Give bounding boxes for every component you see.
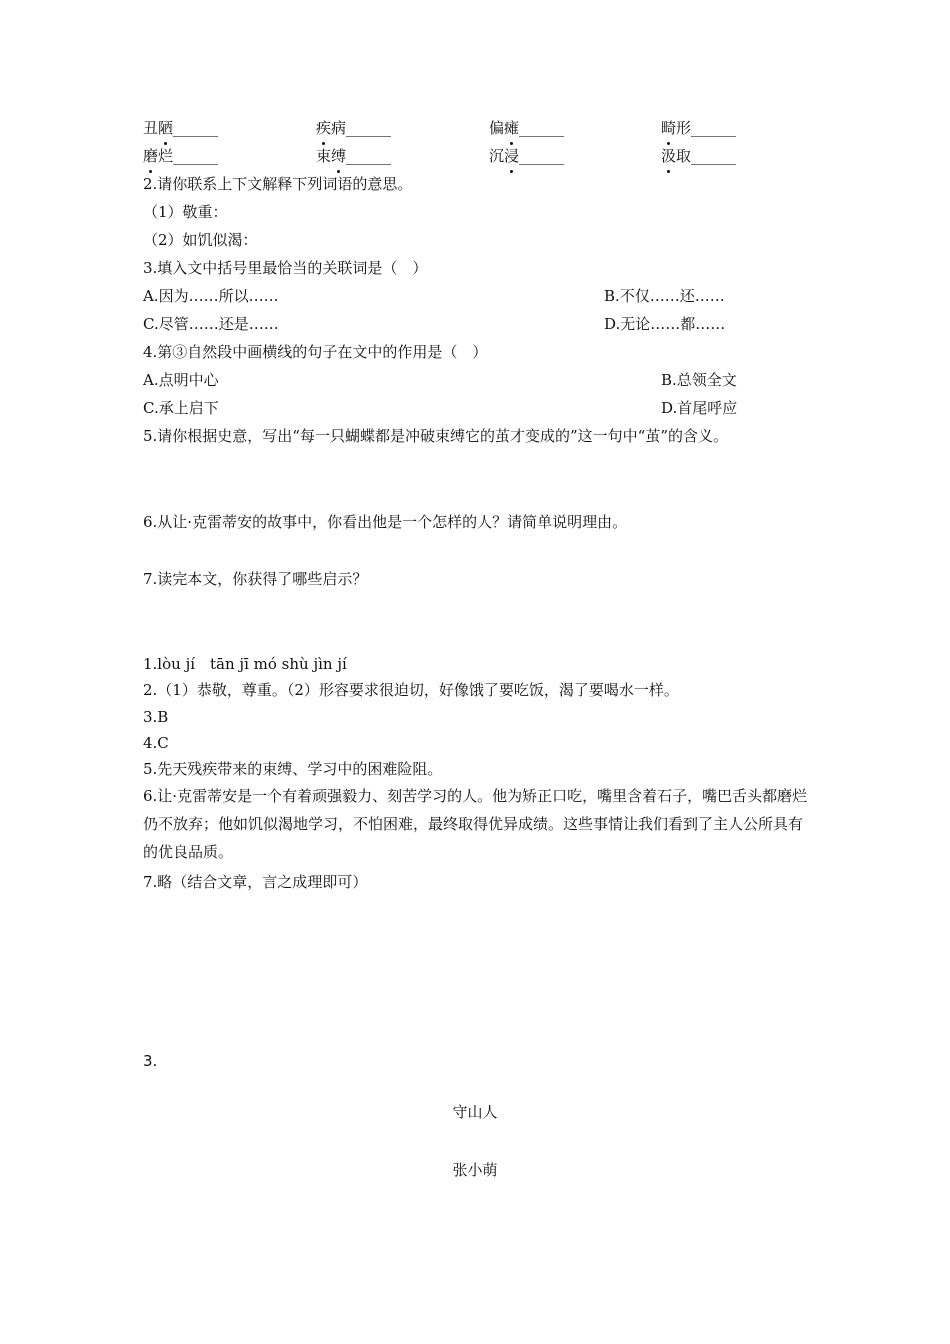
question-3: 3.填入文中括号里最恰当的关联词是（ ）: [143, 259, 428, 277]
question-4: 4.第③自然段中画横线的句子在文中的作用是（ ）: [143, 343, 488, 361]
question-3-option-a: A.因为……所以……: [143, 287, 279, 305]
vocab-item: 汲取______: [661, 147, 737, 165]
article-author: 张小萌: [452, 1161, 498, 1179]
question-2: 2.请你联系上下文解释下列词语的意思。: [143, 175, 413, 193]
question-6: 6.从让·克雷蒂安的故事中，你看出他是一个怎样的人？请简单说明理由。: [143, 513, 628, 531]
question-5: 5.请你根据史意，写出“每一只蝴蝶都是冲破束缚它的茧才变成的”这一句中“茧”的含义。: [143, 427, 728, 445]
question-3-option-d: D.无论……都……: [604, 315, 726, 333]
question-7: 7.读完本文，你获得了哪些启示？: [143, 570, 368, 588]
answer-3: 3.B: [143, 708, 169, 726]
question-2-1: （1）敬重：: [143, 203, 228, 221]
answer-5: 5.先天残疾带来的束缚、学习中的困难险阻。: [143, 760, 443, 778]
vocab-item: 丑陋______: [143, 119, 219, 137]
answer-6: 6.让·克雷蒂安是一个有着顽强毅力、刻苦学习的人。他为矫正口吃，嘴里含着石子，嘴巴舌头都磨烂仍不放弃；他如饥似渴地学习，不怕困难，最终取得优异成绩。这些事情让我们看到了主人公所具有的优良品质。: [143, 787, 808, 861]
question-4-option-b: B.总领全文: [661, 371, 737, 389]
section-number: 3.: [143, 1052, 158, 1070]
answer-7: 7.略（结合文章，言之成理即可）: [143, 873, 368, 891]
question-4-option-c: C.承上启下: [143, 399, 219, 417]
vocab-item: 偏瘫______: [489, 119, 565, 137]
answer-4: 4.C: [143, 734, 169, 752]
answer-2: 2.（1）恭敬，尊重。（2）形容要求很迫切，好像饿了要吃饭，渴了要喝水一样。: [143, 681, 679, 699]
vocab-item: 疾病______: [316, 119, 392, 137]
question-2-2: （2）如饥似渴：: [143, 231, 258, 249]
answer-1: 1.lòu jí tān jī mó shù jìn jí: [143, 655, 347, 673]
question-4-option-d: D.首尾呼应: [661, 399, 738, 417]
vocab-item: 沉浸______: [489, 147, 565, 165]
question-3-option-c: C.尽管……还是……: [143, 315, 279, 333]
article-title: 守山人: [452, 1103, 498, 1121]
question-4-option-a: A.点明中心: [143, 371, 219, 389]
question-3-option-b: B.不仅……还……: [604, 287, 725, 305]
vocab-item: 磨烂______: [143, 147, 219, 165]
vocab-item: 束缚______: [316, 147, 392, 165]
vocab-item: 畸形______: [661, 119, 737, 137]
